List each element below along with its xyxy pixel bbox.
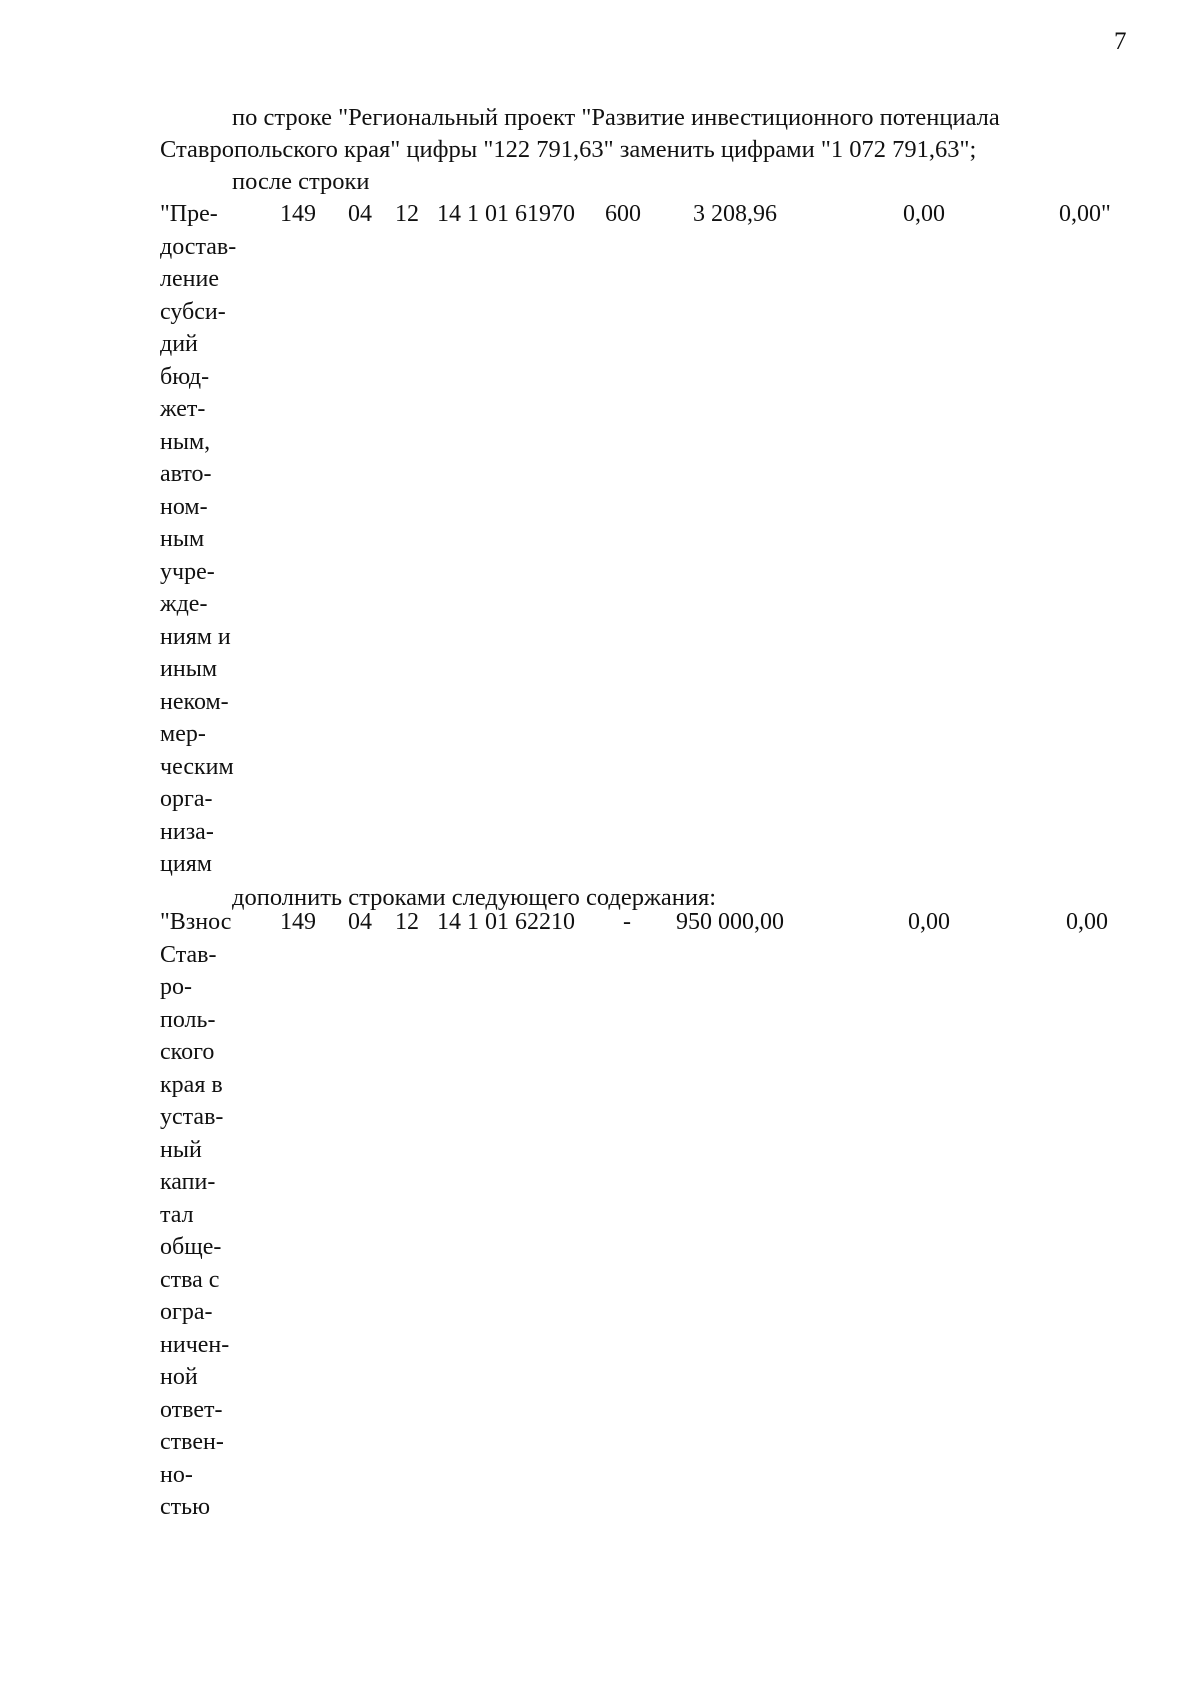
row-name-line: авто- (160, 461, 212, 487)
row-name-line: капи- (160, 1169, 216, 1195)
row-name-line: ном- (160, 493, 208, 520)
row-name-line: ствен- (160, 1429, 224, 1455)
cell-section: 04 (348, 201, 372, 227)
row-name-line: но- (160, 1461, 193, 1488)
paragraph-replace-figures: Ставропольского края" цифры "122 791,63" заменить цифрами "1 072 791,63"; (160, 136, 977, 163)
row-name-line: огра- (160, 1299, 213, 1325)
cell-amount-year3: 0,00 (1066, 909, 1108, 935)
cell-expense-type: 600 (605, 201, 641, 227)
cell-amount-year3: 0,00" (1059, 201, 1111, 227)
cell-amount-year2: 0,00 (903, 201, 945, 227)
cell-subsection: 12 (395, 909, 419, 935)
row-name-line: ского (160, 1039, 215, 1065)
row-name-line: ление (160, 266, 219, 292)
row-name-line: "Взнос (160, 909, 232, 935)
cell-target-article: 14 1 01 61970 (437, 201, 575, 227)
row-name-line: ства с (160, 1266, 220, 1293)
cell-amount-year2: 0,00 (908, 909, 950, 935)
cell-section: 04 (348, 909, 372, 935)
cell-amount-year1: 3 208,96 (693, 201, 777, 227)
cell-expense-type: - (623, 909, 631, 935)
row-name-line: дий (160, 331, 198, 357)
cell-grbs: 149 (280, 909, 316, 935)
row-name-line: края в (160, 1071, 223, 1098)
row-name-line: Став- (160, 941, 217, 968)
row-name-line: ческим (160, 753, 234, 780)
paragraph-after-row: после строки (232, 168, 370, 195)
row-name-line: неком- (160, 688, 229, 715)
row-name-line: ничен- (160, 1331, 230, 1358)
row-name-line: орга- (160, 786, 213, 812)
row-name-line: ный (160, 1136, 202, 1163)
row-name-line: мер- (160, 721, 206, 747)
row-name-line: ным, (160, 428, 211, 455)
row-name-line: иным (160, 656, 217, 682)
row-name (160, 198, 270, 881)
cell-grbs: 149 (280, 201, 316, 227)
row-name-line: тал (160, 1201, 194, 1228)
row-name (160, 906, 270, 1524)
row-name-line: стью (160, 1494, 211, 1520)
paragraph-regional-project: по строке "Региональный проект "Развитие инвестиционного потенциала (232, 104, 1000, 131)
row-name-line: циям (160, 851, 212, 877)
row-name-line: жде- (160, 591, 208, 617)
row-name-line: субси- (160, 298, 226, 325)
row-name-line: ответ- (160, 1396, 223, 1423)
page-number: 7 (1114, 28, 1127, 55)
row-name-line: обще- (160, 1234, 222, 1260)
row-name-line: ной (160, 1364, 198, 1390)
cell-target-article: 14 1 01 62210 (437, 909, 575, 935)
paragraph-add-rows: дополнить строками следующего содержания: (232, 884, 717, 911)
row-name-line: бюд- (160, 363, 210, 390)
row-name-line: низа- (160, 818, 214, 845)
row-name-line: устав- (160, 1104, 224, 1130)
cell-subsection: 12 (395, 201, 419, 227)
row-name-line: жет- (160, 396, 206, 422)
row-name-line: поль- (160, 1006, 216, 1033)
row-name-line: учре- (160, 558, 215, 585)
row-name-line: "Пре- (160, 201, 218, 227)
row-name-line: достав- (160, 233, 237, 260)
cell-amount-year1: 950 000,00 (676, 909, 784, 935)
row-name-line: ным (160, 526, 205, 552)
row-name-line: ро- (160, 974, 192, 1000)
row-name-line: ниям и (160, 623, 231, 650)
